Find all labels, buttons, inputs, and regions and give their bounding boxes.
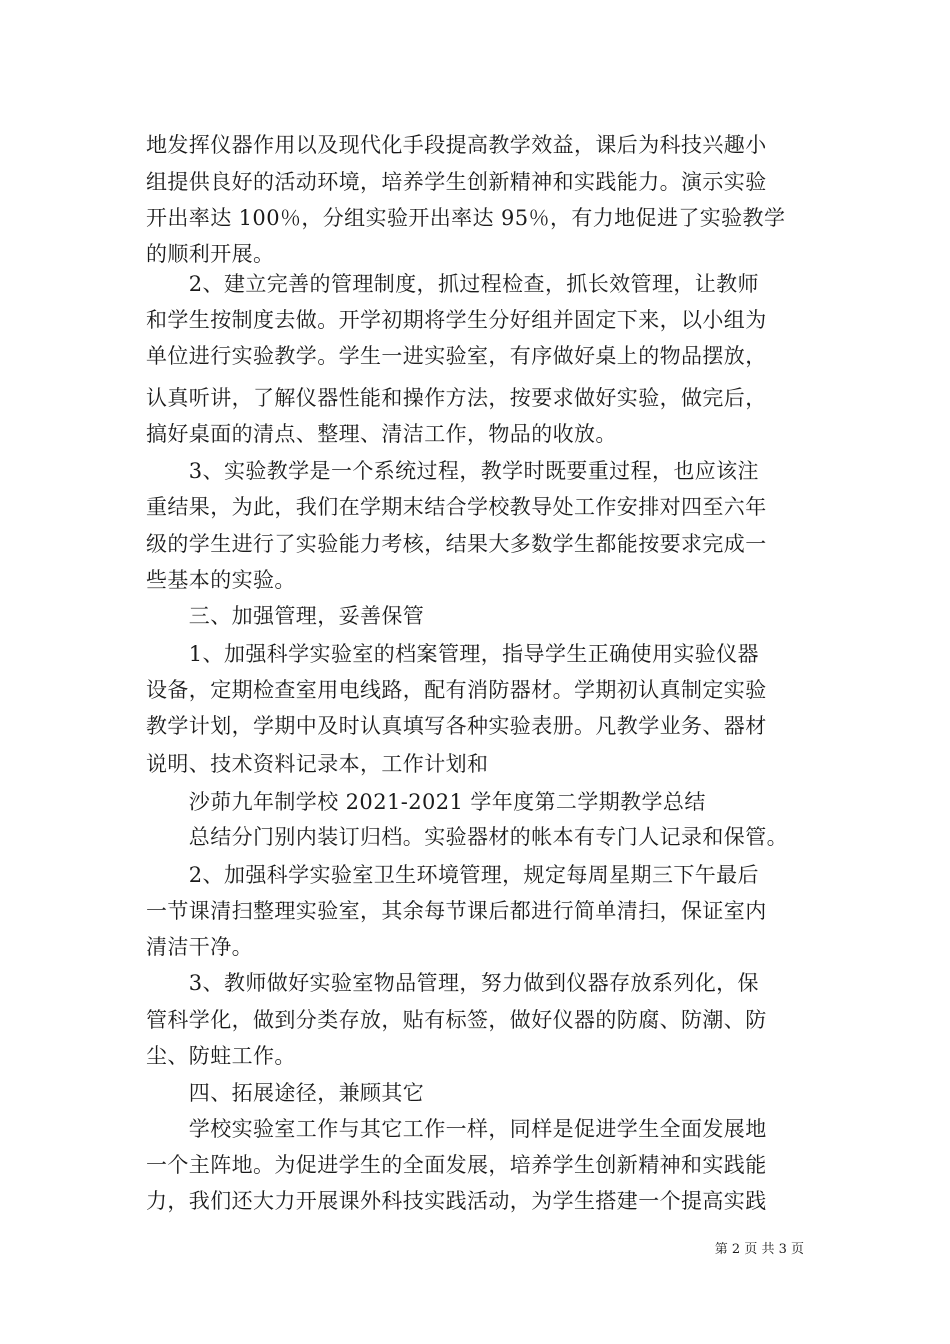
paragraph-line: 力，我们还大力开展课外科技实践活动，为学生搭建一个提高实践	[146, 1189, 767, 1213]
paragraph-line: 说明、技术资料记录本，工作计划和	[146, 752, 489, 776]
paragraph-line: 些基本的实验。	[146, 568, 296, 592]
paragraph-line: 2、加强科学实验室卫生环境管理，规定每周星期三下午最后	[146, 863, 759, 887]
section-heading: 四、拓展途径，兼顾其它	[146, 1081, 425, 1105]
paragraph-line: 单位进行实验教学。学生一进实验室，有序做好桌上的物品摆放，	[146, 344, 767, 368]
paragraph-line: 认真听讲，了解仪器性能和操作方法，按要求做好实验，做完后，	[146, 386, 767, 410]
paragraph-line: 设备，定期检查室用电线路，配有消防器材。学期初认真制定实验	[146, 678, 767, 702]
paragraph-line: 教学计划，学期中及时认真填写各种实验表册。凡教学业务、器材	[146, 714, 767, 738]
paragraph-line: 级的学生进行了实验能力考核，结果大多数学生都能按要求完成一	[146, 532, 767, 556]
paragraph-line: 重结果，为此，我们在学期末结合学校教导处工作安排对四至六年	[146, 495, 767, 519]
paragraph-line: 一个主阵地。为促进学生的全面发展，培养学生创新精神和实践能	[146, 1153, 767, 1177]
paragraph-line: 开出率达 100％，分组实验开出率达 95％，有力地促进了实验教学	[146, 206, 786, 230]
paragraph-line: 尘、防蛀工作。	[146, 1044, 296, 1068]
paragraph-line: 3、教师做好实验室物品管理，努力做到仪器存放系列化，保	[146, 971, 759, 995]
paragraph-line: 总结分门别内装订归档。实验器材的帐本有专门人记录和保管。	[146, 825, 788, 849]
paragraph-line: 3、实验教学是一个系统过程，教学时既要重过程，也应该注	[146, 459, 759, 483]
section-heading: 三、加强管理，妥善保管	[146, 604, 425, 628]
paragraph-line: 的顺利开展。	[146, 242, 275, 266]
paragraph-line: 组提供良好的活动环境，培养学生创新精神和实践能力。演示实验	[146, 170, 767, 194]
paragraph-line: 搞好桌面的清点、整理、清洁工作，物品的收放。	[146, 422, 617, 446]
paragraph-line: 和学生按制度去做。开学初期将学生分好组并固定下来，以小组为	[146, 308, 767, 332]
paragraph-line: 一节课清扫整理实验室，其余每节课后都进行简单清扫，保证室内	[146, 899, 767, 923]
paragraph-line: 清洁干净。	[146, 935, 253, 959]
paragraph-line: 沙茆九年制学校 2021-2021 学年度第二学期教学总结	[146, 790, 706, 814]
paragraph-line: 管科学化，做到分类存放，贴有标签，做好仪器的防腐、防潮、防	[146, 1008, 767, 1032]
paragraph-line: 2、建立完善的管理制度，抓过程检查，抓长效管理，让教师	[146, 272, 759, 296]
paragraph-line: 地发挥仪器作用以及现代化手段提高教学效益，课后为科技兴趣小	[146, 133, 767, 157]
page-number-footer: 第 2 页 共 3 页	[714, 1242, 804, 1257]
paragraph-line: 1、加强科学实验室的档案管理，指导学生正确使用实验仪器	[146, 642, 759, 666]
paragraph-line: 学校实验室工作与其它工作一样，同样是促进学生全面发展地	[146, 1117, 767, 1141]
